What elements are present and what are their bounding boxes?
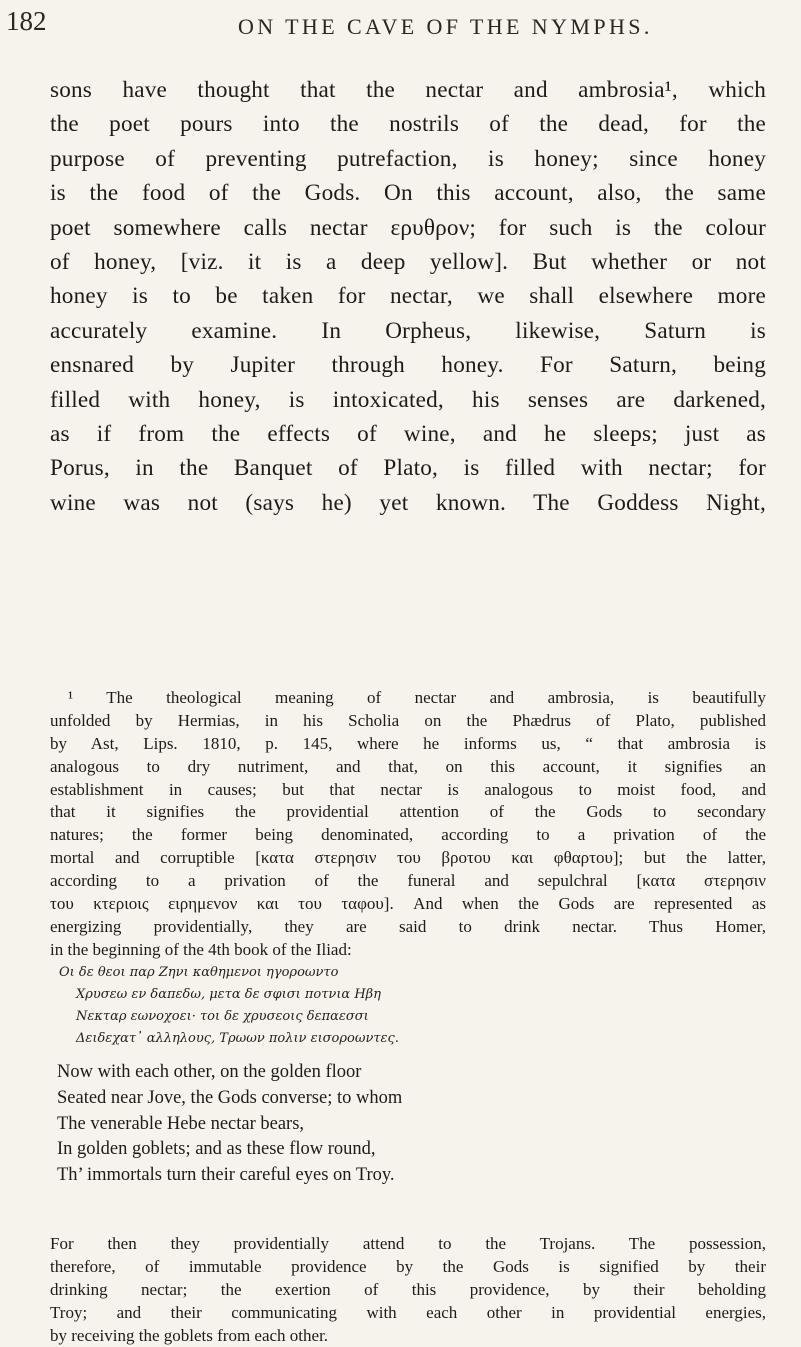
page-number: 182	[6, 6, 47, 36]
main-line: honey is to be taken for nectar, we shall elsewhere more	[50, 283, 766, 310]
greek-verse-line: Δειδεχατ᾽ αλληλους, Τρωων πολιν εισοροωντες.	[76, 1031, 399, 1046]
footnote	[50, 687, 766, 962]
main-line: is the food of the Gods. On this account, also, the same	[50, 180, 766, 207]
greek-verse-line: Νεκταρ εωνοχοει· τοι δε χρυσεοις δεπαεσσι	[76, 1009, 369, 1024]
greek-quotation	[57, 962, 517, 1050]
footnote-line: by Ast, Lips. 1810, p. 145, where he informs us, “ that ambrosia is	[50, 733, 766, 753]
footnote-line: For then they providentially attend to the Trojans. The possession,	[50, 1234, 766, 1253]
footnote-line: establishment in causes; but that nectar is analogous to moist food, and	[50, 779, 766, 799]
footnote-line: by receiving the goblets from each other.	[50, 1325, 329, 1345]
footnote-line: mortal and corruptible [κατα στερησιν του βροτου και φθαρτου]; but the latter,	[50, 848, 766, 868]
footnote-line: according to a privation of the funeral and sepulchral [κατα στερησιν	[50, 871, 766, 891]
main-line: poet somewhere calls nectar ερυθρον; for such is the colour	[50, 214, 766, 241]
footnote-line: energizing providentially, they are said to drink nectar. Thus Homer,	[50, 916, 766, 936]
translation-line: Seated near Jove, the Gods converse; to whom	[57, 1087, 403, 1108]
main-line: accurately examine. In Orpheus, likewise, Saturn is	[50, 317, 766, 344]
footnote-line: therefore, of immutable providence by the Gods is signified by their	[50, 1256, 766, 1276]
footnote-continuation	[50, 1233, 766, 1347]
main-line: filled with honey, is intoxicated, his senses are darkened,	[50, 386, 766, 413]
main-line: ensnared by Jupiter through honey. For Saturn, being	[50, 352, 766, 379]
greek-verse-line: Χρυσεω εν δαπεδω, μετα δε σφισι ποτνια Ηβη	[76, 987, 381, 1002]
footnote-line: Troy; and their communicating with each other in providential energies,	[50, 1302, 766, 1322]
footnote-line: drinking nectar; the exertion of this providence, by their beholding	[50, 1279, 766, 1299]
footnote-line: unfolded by Hermias, in his Scholia on the Phædrus of Plato, published	[50, 710, 766, 730]
translation-line: The venerable Hebe nectar bears,	[57, 1113, 305, 1134]
main-line: as if from the effects of wine, and he sleeps; just as	[50, 420, 766, 447]
footnote-line: that it signifies the providential attention of the Gods to secondary	[50, 802, 766, 822]
footnote-line: natures; the former being denominated, according to a privation of the	[50, 825, 766, 845]
translation-line: In golden goblets; and as these flow round,	[57, 1139, 376, 1160]
main-line: of honey, [viz. it is a deep yellow]. But whether or not	[50, 248, 766, 275]
running-title: ON THE CAVE OF THE NYMPHS.	[238, 14, 653, 39]
footnote-line: in the beginning of the 4th book of the Iliad:	[50, 939, 352, 959]
footnote-line: ¹ The theological meaning of nectar and ambrosia, is beautifully	[68, 688, 766, 707]
main-line: Porus, in the Banquet of Plato, is filled with nectar; for	[50, 455, 766, 482]
translation-line: Now with each other, on the golden floor	[57, 1062, 362, 1082]
main-line: wine was not (says he) yet known. The Goddess Night,	[50, 489, 766, 516]
main-line: the poet pours into the nostrils of the dead, for the	[50, 111, 766, 138]
main-line: purpose of preventing putrefaction, is honey; since honey	[50, 145, 766, 172]
greek-verse-line: Οι δε θεοι παρ Ζηνι καθημενοι ηγοροωντο	[59, 965, 339, 980]
main-text	[50, 73, 766, 520]
main-line: sons have thought that the nectar and ambrosia¹, which	[50, 77, 766, 103]
translation-verse	[57, 1060, 617, 1189]
translation-line: Th’ immortals turn their careful eyes on Troy.	[57, 1165, 395, 1186]
footnote-line: analogous to dry nutriment, and that, on this account, it signifies an	[50, 756, 766, 776]
footnote-line: του κτεριοις ειρημενον και του ταφου]. And when the Gods are represented as	[50, 894, 766, 914]
